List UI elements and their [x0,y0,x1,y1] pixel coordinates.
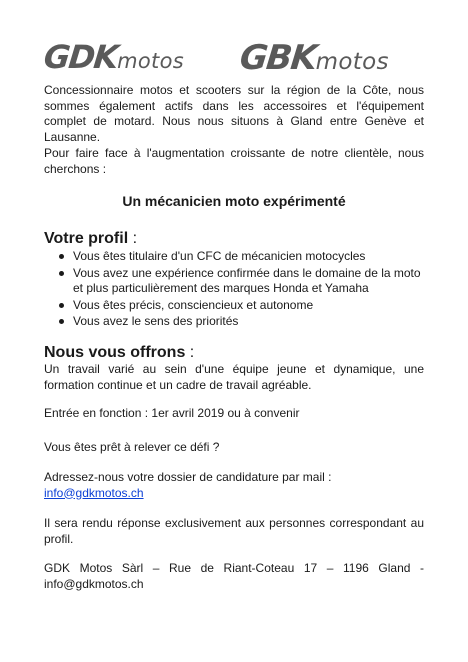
list-item [44,298,424,314]
start-date-text: Entrée en fonction : 1er avril 2019 ou à convenir [44,406,300,420]
profile-heading-text: Votre profil [44,230,129,247]
job-title: Un mécanicien moto expérimenté [122,193,346,209]
gbk-motos-logo [237,38,389,78]
offer-heading [44,343,194,363]
offer-heading-colon: : [185,344,195,361]
offer-heading-text: Nous vous offrons [44,344,186,361]
brand-logos [44,38,426,84]
list-item [44,314,424,330]
footer-email: info@gdkmotos.ch [44,576,144,591]
growth-paragraph: Pour faire face à l'augmentation croissante de notre clientèle, nous cherchons : [44,146,424,176]
logo-suffix: motos [117,49,184,73]
logo-prefix: GDK [42,38,120,76]
reply-note: Il sera rendu réponse exclusivement aux personnes correspondant au profil. [44,516,424,546]
bullet-icon [59,319,64,324]
list-item-text: Vous avez le sens des priorités [73,314,239,328]
bullet-icon [59,303,64,308]
list-item-text: Vous êtes précis, consciencieux et autonome [73,297,314,312]
logo-suffix: motos [315,49,389,75]
list-item [44,249,424,265]
profile-heading-colon: : [128,230,138,247]
apply-text: Adressez-nous votre dossier de candidature par mail : [44,470,332,484]
footer-address [44,561,424,592]
bullet-icon [59,271,64,276]
list-item-text: Vous êtes titulaire d'un CFC de mécanicien motocycles [73,249,366,263]
list-item [44,266,424,297]
list-item-text: Vous avez une expérience confirmée dans le domaine de la moto et plus particulièrement des marques Honda et Yamaha [73,265,421,295]
gdk-motos-logo [44,38,184,76]
bullet-icon [59,254,64,259]
apply-section [44,470,424,501]
intro-paragraph: Concessionnaire motos et scooters sur la région de la Côte, nous sommes également actifs dans les accessoires et l'équipement complet de motard. Nous nous situons à Gland entre Genève et Lausanne. [44,83,424,144]
logo-prefix: GBK [237,38,318,78]
challenge-text: Vous êtes prêt à relever ce défi ? [44,440,220,454]
profile-heading [44,229,137,249]
offer-paragraph: Un travail varié au sein d'une équipe jeune et dynamique, une formation continue et un cadre de travail agréable. [44,362,424,392]
email-link[interactable]: info@gdkmotos.ch [44,485,144,500]
footer-address-line: GDK Motos Sàrl – Rue de Riant-Coteau 17 – 1196 Gland - [44,561,424,575]
profile-list [44,249,424,331]
